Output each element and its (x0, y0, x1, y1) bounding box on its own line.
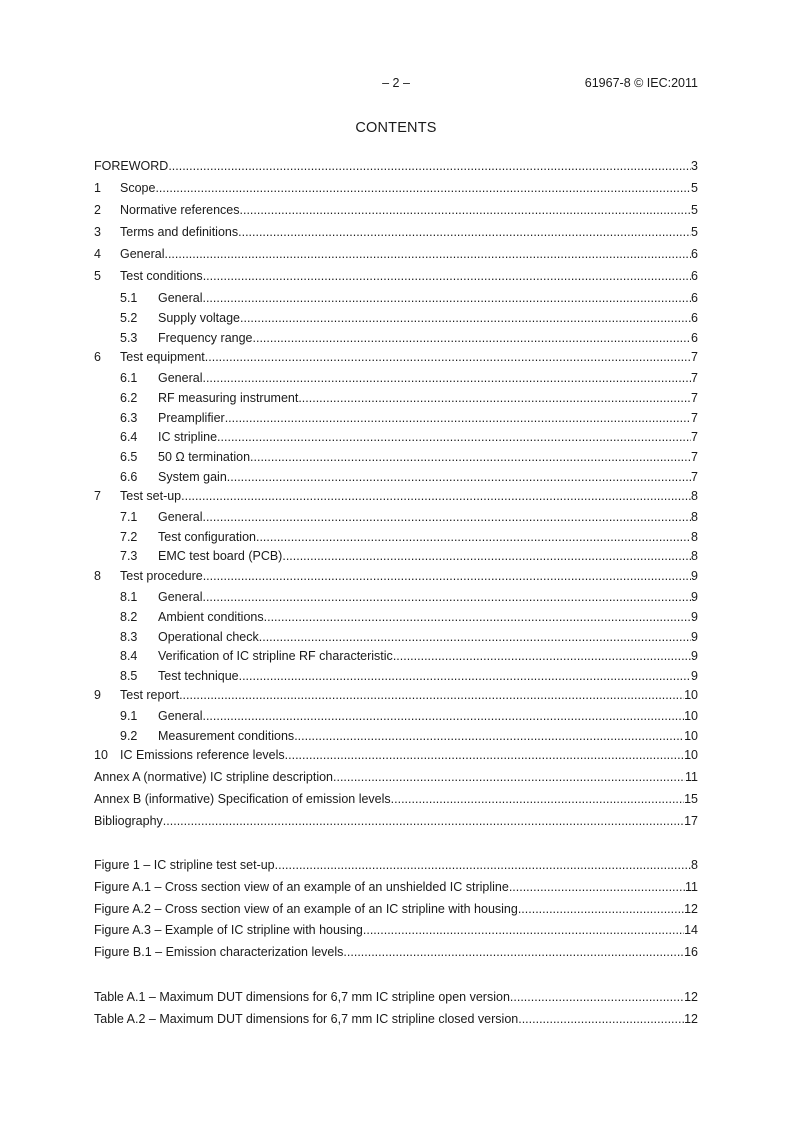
toc-entry-page: 11 (685, 770, 698, 784)
toc-entry[interactable] (94, 224, 698, 240)
toc-entry-page: 12 (684, 990, 698, 1004)
toc-entry-page: 6 (691, 291, 698, 305)
toc-entry-page: 5 (691, 181, 698, 195)
toc-entry[interactable] (94, 791, 698, 807)
dot-leader (509, 879, 685, 895)
toc-entry-number: 8 (94, 569, 101, 583)
dot-leader (225, 410, 691, 426)
document-id: 61967-8 © IEC:2011 (584, 76, 698, 90)
toc-entry-label: Scope (120, 181, 156, 195)
toc-entry-label: Test procedure (120, 569, 203, 583)
toc-entry-page: 10 (684, 688, 698, 702)
dot-leader (343, 944, 684, 960)
table-list-entry[interactable] (94, 989, 698, 1005)
toc-entry-page: 11 (685, 880, 698, 894)
toc-entry-page: 7 (691, 391, 698, 405)
figure-list-entry[interactable] (94, 944, 698, 960)
dot-leader (393, 648, 691, 664)
toc-entry[interactable] (94, 180, 698, 196)
toc-entry-page: 6 (691, 247, 698, 261)
toc-entry-label: Ambient conditions (158, 610, 264, 624)
dot-leader (238, 224, 691, 240)
toc-entry[interactable] (120, 390, 698, 406)
toc-entry-number: 6.4 (120, 430, 138, 444)
dot-leader (202, 509, 691, 525)
toc-entry[interactable] (120, 529, 698, 545)
toc-entry-label: Measurement conditions (158, 729, 295, 743)
dot-leader (203, 568, 691, 584)
toc-entry[interactable] (120, 290, 698, 306)
toc-entry[interactable] (94, 349, 698, 365)
toc-entry-label: General (158, 590, 203, 604)
toc-entry-page: 8 (691, 549, 698, 563)
toc-entry[interactable] (94, 747, 698, 763)
toc-entry[interactable] (120, 469, 698, 485)
toc-entry-page: 7 (691, 470, 698, 484)
toc-entry-page: 12 (684, 902, 698, 916)
dot-leader (256, 529, 691, 545)
dot-leader (285, 747, 684, 763)
toc-entry-page: 9 (691, 610, 698, 624)
toc-entry-page: 7 (691, 450, 698, 464)
dot-leader (363, 922, 684, 938)
page-number: – 2 – (382, 76, 410, 90)
toc-entry-number: 8.4 (120, 649, 138, 663)
dot-leader (240, 202, 692, 218)
toc-entry-page: 17 (684, 814, 698, 828)
dot-leader (163, 813, 684, 829)
toc-entry-page: 7 (691, 430, 698, 444)
toc-entry[interactable] (120, 330, 698, 346)
toc-entry-label: Test report (120, 688, 180, 702)
dot-leader (298, 390, 691, 406)
toc-entry-number: 6 (94, 350, 101, 364)
toc-entry-page: 9 (691, 569, 698, 583)
dot-leader (179, 687, 684, 703)
toc-entry[interactable] (120, 589, 698, 605)
dot-leader (202, 589, 691, 605)
toc-entry-label: Bibliography (94, 814, 163, 828)
dot-leader (155, 180, 691, 196)
dot-leader (202, 290, 691, 306)
dot-leader (259, 629, 691, 645)
toc-entry-label: General (158, 291, 203, 305)
toc-entry-label: General (158, 510, 203, 524)
toc-entry-label: Test conditions (120, 269, 203, 283)
toc-entry-label: Table A.1 – Maximum DUT dimensions for 6,7 mm IC stripline open version (94, 990, 510, 1004)
toc-entry-page: 9 (691, 590, 698, 604)
dot-leader (240, 310, 691, 326)
toc-entry[interactable] (120, 509, 698, 525)
toc-entry-page: 9 (691, 630, 698, 644)
toc-entry[interactable] (120, 708, 698, 724)
dot-leader (275, 857, 691, 873)
toc-entry-page: 6 (691, 311, 698, 325)
toc-entry-page: 10 (684, 729, 698, 743)
toc-entry-number: 6.3 (120, 411, 138, 425)
toc-entry-page: 9 (691, 669, 698, 683)
toc-entry-number: 8.3 (120, 630, 138, 644)
toc-entry-number: 9.1 (120, 709, 138, 723)
toc-entry-page: 5 (691, 225, 698, 239)
toc-entry-label: Test configuration (158, 530, 256, 544)
toc-entry-number: 5.1 (120, 291, 138, 305)
toc-entry-page: 8 (691, 489, 698, 503)
toc-entry-label: EMC test board (PCB) (158, 549, 283, 563)
toc-entry-number: 7.3 (120, 549, 138, 563)
toc-entry-label: RF measuring instrument (158, 391, 299, 405)
toc-entry-page: 9 (691, 649, 698, 663)
toc-entry-label: Supply voltage (158, 311, 241, 325)
contents-title: CONTENTS (355, 120, 437, 136)
toc-entry[interactable] (120, 410, 698, 426)
toc-entry-label: Figure A.2 – Cross section view of an example of an IC stripline with housing (94, 902, 518, 916)
dot-leader (205, 349, 691, 365)
toc-entry[interactable] (94, 687, 698, 703)
toc-entry[interactable] (120, 668, 698, 684)
toc-entry-label: General (120, 247, 165, 261)
dot-leader (164, 246, 691, 262)
toc-entry[interactable] (94, 488, 698, 504)
figure-list-entry[interactable] (94, 922, 698, 938)
toc-entry-number: 10 (94, 748, 108, 762)
toc-entry-number: 5.3 (120, 331, 138, 345)
toc-entry-number: 4 (94, 247, 101, 261)
toc-entry-label: Frequency range (158, 331, 253, 345)
toc-entry[interactable] (94, 813, 698, 829)
toc-entry-number: 1 (94, 181, 101, 195)
toc-entry-label: Figure B.1 – Emission characterization levels (94, 945, 344, 959)
toc-entry-page: 14 (684, 923, 698, 937)
dot-leader (217, 429, 691, 445)
figure-list-entry[interactable] (94, 857, 698, 873)
toc-entry-page: 8 (691, 530, 698, 544)
toc-entry[interactable] (94, 769, 698, 785)
toc-entry-label: Figure A.3 – Example of IC stripline with housing (94, 923, 363, 937)
toc-entry-label: Verification of IC stripline RF characteristic (158, 649, 393, 663)
toc-entry[interactable] (120, 429, 698, 445)
toc-entry-label: Annex A (normative) IC stripline description (94, 770, 333, 784)
toc-entry-label: 50 Ω termination (158, 450, 251, 464)
toc-entry[interactable] (120, 548, 698, 564)
toc-entry[interactable] (94, 568, 698, 584)
toc-entry-page: 6 (691, 269, 698, 283)
toc-entry-label: Operational check (158, 630, 259, 644)
dot-leader (181, 488, 691, 504)
toc-entry-number: 6.1 (120, 371, 138, 385)
toc-entry-number: 7.1 (120, 510, 138, 524)
toc-entry-page: 5 (691, 203, 698, 217)
toc-entry[interactable] (120, 449, 698, 465)
toc-entry[interactable] (120, 310, 698, 326)
toc-entry-number: 9 (94, 688, 101, 702)
toc-entry-number: 3 (94, 225, 101, 239)
toc-entry[interactable] (94, 158, 698, 174)
toc-entry-page: 6 (691, 331, 698, 345)
dot-leader (239, 668, 691, 684)
toc-entry-label: General (158, 371, 203, 385)
toc-entry-label: Annex B (informative) Specification of emission levels (94, 792, 391, 806)
toc-entry-label: Test set-up (120, 489, 182, 503)
toc-entry-label: Test equipment (120, 350, 205, 364)
dot-leader (510, 989, 684, 1005)
toc-entry-number: 9.2 (120, 729, 138, 743)
toc-entry-page: 7 (691, 411, 698, 425)
toc-entry-page: 16 (684, 945, 698, 959)
dot-leader (202, 708, 684, 724)
dot-leader (391, 791, 684, 807)
dot-leader (518, 901, 684, 917)
dot-leader (203, 268, 691, 284)
toc-entry-page: 7 (691, 350, 698, 364)
toc-entry[interactable] (94, 202, 698, 218)
toc-entry[interactable] (120, 609, 698, 625)
toc-entry-label: IC Emissions reference levels (120, 748, 285, 762)
toc-entry-number: 6.2 (120, 391, 138, 405)
table-list-entry[interactable] (94, 1011, 698, 1027)
page-header (94, 76, 698, 92)
toc-entry-label: FOREWORD (94, 159, 169, 173)
toc-entry-page: 10 (684, 709, 698, 723)
toc-entry[interactable] (120, 648, 698, 664)
figure-list-entry[interactable] (94, 901, 698, 917)
toc-entry[interactable] (94, 246, 698, 262)
toc-entry-number: 8.2 (120, 610, 138, 624)
dot-leader (202, 370, 691, 386)
toc-entry-label: Preamplifier (158, 411, 225, 425)
toc-entry-label: Figure 1 – IC stripline test set-up (94, 858, 275, 872)
toc-entry[interactable] (120, 370, 698, 386)
dot-leader (518, 1011, 684, 1027)
toc-entry-page: 8 (691, 858, 698, 872)
toc-entry-number: 8.5 (120, 669, 138, 683)
toc-entry-number: 6.5 (120, 450, 138, 464)
toc-entry-page: 12 (684, 1012, 698, 1026)
dot-leader (227, 469, 691, 485)
toc-entry-number: 2 (94, 203, 101, 217)
toc-entry-label: System gain (158, 470, 227, 484)
toc-entry-number: 6.6 (120, 470, 138, 484)
toc-entry-label: General (158, 709, 203, 723)
toc-entry-page: 15 (684, 792, 698, 806)
toc-entry-number: 7 (94, 489, 101, 503)
dot-leader (264, 609, 691, 625)
dot-leader (282, 548, 691, 564)
toc-entry-page: 10 (684, 748, 698, 762)
toc-entry-label: Test technique (158, 669, 239, 683)
toc-entry-label: Terms and definitions (120, 225, 239, 239)
toc-entry-number: 5 (94, 269, 101, 283)
dot-leader (168, 158, 691, 174)
dot-leader (253, 330, 692, 346)
toc-entry-label: IC stripline (158, 430, 218, 444)
toc-entry[interactable] (120, 728, 698, 744)
toc-entry[interactable] (94, 268, 698, 284)
toc-entry-page: 7 (691, 371, 698, 385)
toc-entry-number: 8.1 (120, 590, 138, 604)
dot-leader (333, 769, 685, 785)
toc-entry-number: 5.2 (120, 311, 138, 325)
toc-entry-label: Figure A.1 – Cross section view of an example of an unshielded IC stripline (94, 880, 509, 894)
toc-entry-number: 7.2 (120, 530, 138, 544)
toc-entry-page: 3 (691, 159, 698, 173)
toc-entry[interactable] (120, 629, 698, 645)
figure-list-entry[interactable] (94, 879, 698, 895)
dot-leader (250, 449, 691, 465)
toc-entry-label: Normative references (120, 203, 240, 217)
toc-entry-page: 8 (691, 510, 698, 524)
toc-entry-label: Table A.2 – Maximum DUT dimensions for 6,7 mm IC stripline closed version (94, 1012, 519, 1026)
dot-leader (294, 728, 684, 744)
